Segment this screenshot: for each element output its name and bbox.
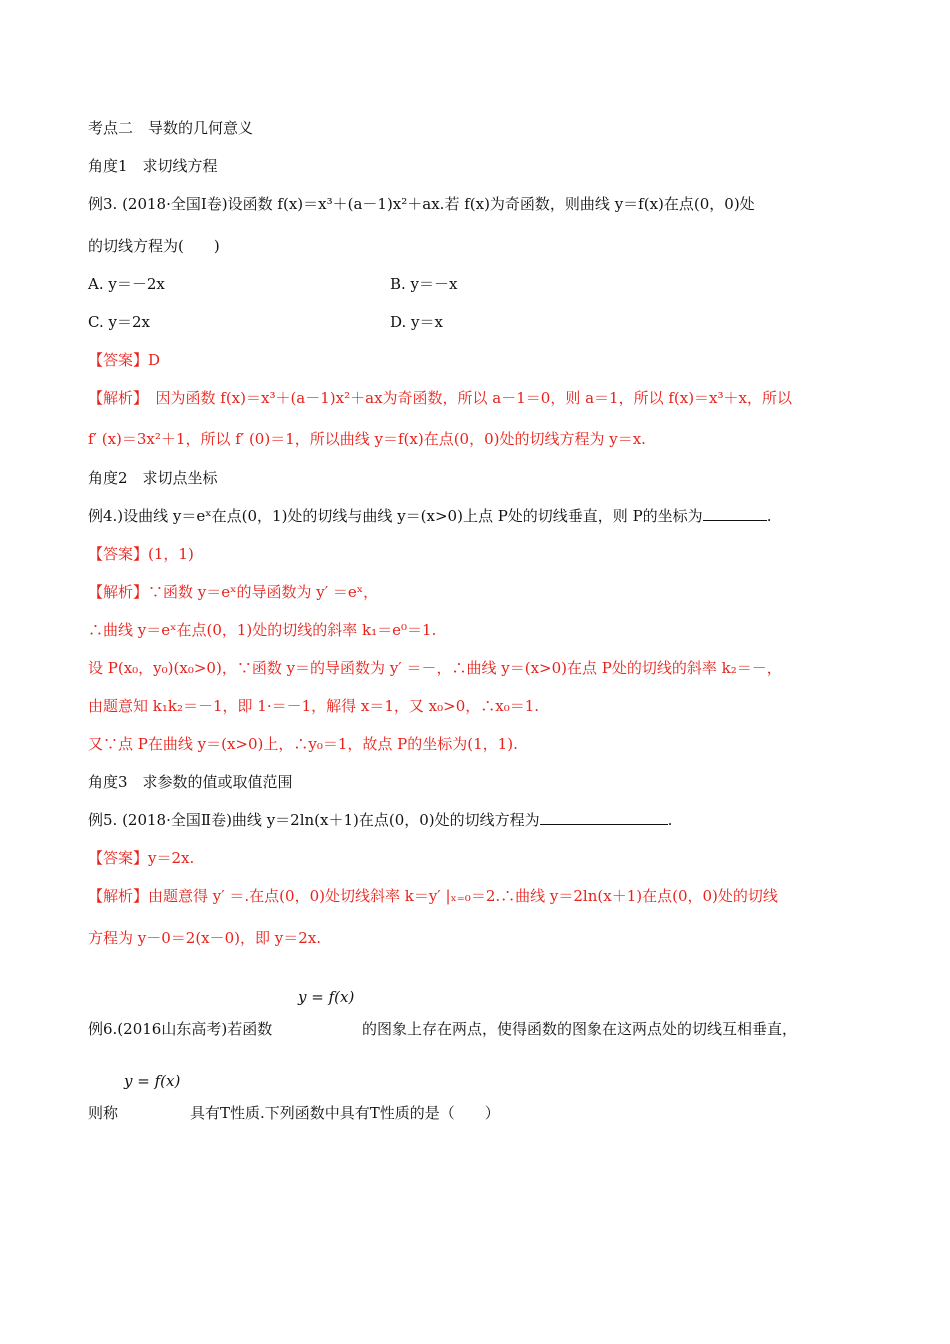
- ex4-answer: 【答案】(1，1): [88, 545, 194, 563]
- section-title: 考点二 导数的几何意义: [88, 119, 254, 137]
- ex4-analysis-line1: 【解析】∵函数 y＝eˣ的导函数为 y′ ＝eˣ，: [88, 583, 379, 601]
- ex3-option-d: D. y＝x: [390, 313, 443, 331]
- ex3-question-line1: 例3. (2018·全国Ⅰ卷)设函数 f(x)＝x³＋(a－1)x²＋ax.若 f(x)为奇函数，则曲线 y＝f(x)在点(0，0)处: [88, 195, 755, 213]
- angle2-title: 角度2 求切点坐标: [88, 469, 218, 487]
- ex6-question-suffix: 的图象上存在两点，使得函数的图象在这两点处的切线互相垂直，: [362, 1020, 798, 1038]
- answer-blank: [540, 810, 668, 825]
- ex3-option-a: A. y＝－2x: [88, 275, 165, 293]
- ex5-answer: 【答案】y＝2x.: [88, 849, 195, 867]
- angle3-title: 角度3 求参数的值或取值范围: [88, 773, 293, 791]
- ex6-line2-suffix: 具有T性质.下列函数中具有T性质的是（ ）: [190, 1104, 500, 1122]
- ex3-analysis-line2: f′ (x)＝3x²＋1，所以 f′ (0)＝1，所以曲线 y＝f(x)在点(0，0)处的切线方程为 y＝x.: [88, 430, 646, 448]
- ex4-analysis-line2: ∴曲线 y＝eˣ在点(0，1)处的切线的斜率 k₁＝e⁰＝1.: [88, 621, 437, 639]
- ex3-option-b: B. y＝－x: [390, 275, 458, 293]
- ex6-formula-2: y = f(x): [124, 1072, 181, 1090]
- ex6-question-prefix: 例6.(2016山东高考)若函数: [88, 1020, 273, 1038]
- ex5-question-line: 例5. (2018·全国Ⅱ卷)曲线 y＝2ln(x＋1)在点(0，0)处的切线方程为 .: [88, 811, 673, 829]
- angle1-title: 角度1 求切线方程: [88, 157, 218, 175]
- ex4-question-line: 例4.)设曲线 y＝eˣ在点(0，1)处的切线与曲线 y＝(x>0)上点 P处的切线垂直，则 P的坐标为 .: [88, 507, 772, 525]
- ex3-option-c: C. y＝2x: [88, 313, 150, 331]
- ex5-analysis-line2: 方程为 y－0＝2(x－0)，即 y＝2x.: [88, 929, 322, 947]
- ex6-line2-prefix: 则称: [88, 1104, 119, 1122]
- ex3-question-line2: 的切线方程为( ): [88, 237, 220, 255]
- ex4-question: 例4.)设曲线 y＝eˣ在点(0，1)处的切线与曲线 y＝(x>0)上点 P处的切线垂直，则 P的坐标为: [88, 507, 703, 525]
- ex4-analysis-line4: 由题意知 k₁k₂＝－1，即 1·＝－1，解得 x＝1，又 x₀>0，∴x₀＝1.: [88, 697, 540, 715]
- ex5-question: 例5. (2018·全国Ⅱ卷)曲线 y＝2ln(x＋1)在点(0，0)处的切线方程为: [88, 811, 540, 829]
- ex5-analysis-line1: 【解析】由题意得 y′ ＝.在点(0，0)处切线斜率 k＝y′ |ₓ₌₀＝2.∴曲线 y＝2ln(x＋1)在点(0，0)处的切线: [88, 887, 778, 905]
- ex3-analysis-line1: 【解析】 因为函数 f(x)＝x³＋(a－1)x²＋ax为奇函数，所以 a－1＝0，则 a＝1，所以 f(x)＝x³＋x，所以: [88, 389, 792, 407]
- ex4-analysis-line3: 设 P(x₀，y₀)(x₀>0)，∵函数 y＝的导函数为 y′ ＝－，∴曲线 y＝(x>0)在点 P处的切线的斜率 k₂＝－，: [88, 659, 782, 677]
- ex4-analysis-line5: 又∵点 P在曲线 y＝(x>0)上，∴y₀＝1，故点 P的坐标为(1，1).: [88, 735, 518, 753]
- ex3-answer: 【答案】D: [88, 351, 161, 369]
- ex6-formula-1: y = f(x): [298, 988, 355, 1006]
- answer-blank: [703, 506, 767, 521]
